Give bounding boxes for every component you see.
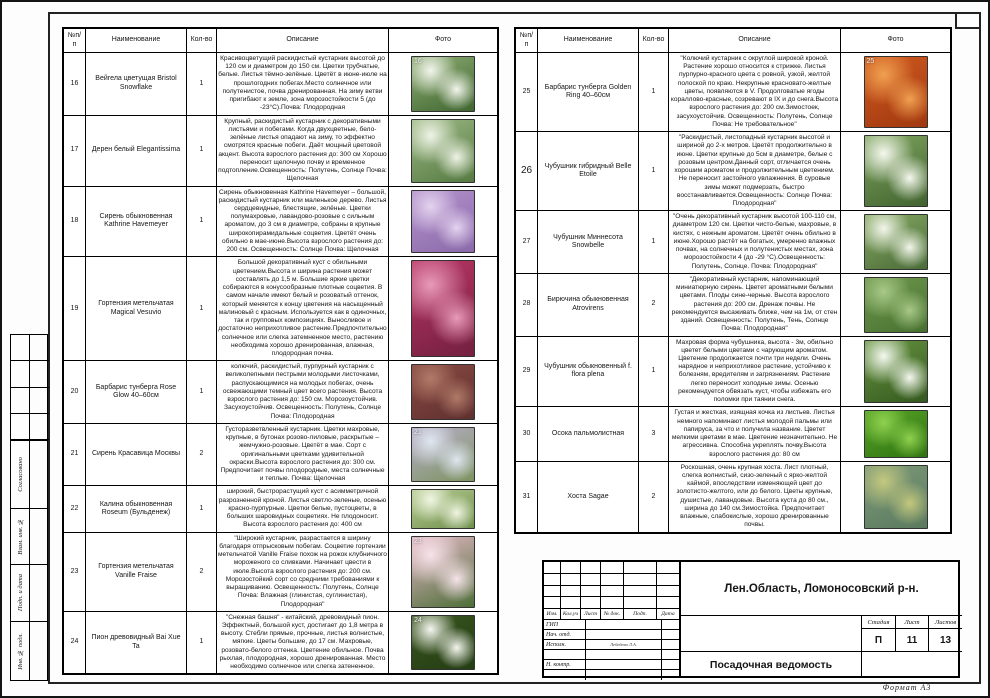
empty-cell (561, 586, 581, 598)
plant-qty: 1 (639, 132, 669, 211)
row-number: 17 (64, 116, 86, 187)
header-num: №п/п (64, 29, 86, 53)
title-block-signatures (544, 562, 681, 676)
photo-cell (389, 187, 497, 258)
stamp-label-inv-podl: Инв. № подл. (11, 622, 30, 680)
plant-photo (411, 364, 475, 420)
sign-header-list: Лист (581, 609, 601, 620)
empty-cell (657, 562, 679, 574)
empty-cell (30, 388, 49, 414)
header-num: №п/п (516, 29, 538, 53)
plant-name: Барбарис тунберга Rose Glow 40–60см (86, 361, 187, 424)
empty-cell (657, 597, 679, 609)
stamp-value-cell (30, 441, 47, 508)
table-row (516, 211, 950, 274)
role-label (544, 650, 586, 660)
photo-cell (389, 361, 497, 424)
plant-qty: 1 (187, 53, 217, 116)
empty-cell (601, 586, 624, 598)
stage-values-row (862, 629, 962, 652)
title-block-main (681, 562, 962, 676)
header-desc: Описание (217, 29, 389, 53)
signature-row (544, 620, 679, 630)
row-number: 19 (64, 257, 86, 361)
table-row (64, 53, 497, 116)
plant-photo (864, 465, 928, 529)
title-block-bottom (681, 652, 962, 678)
plant-photo (411, 119, 475, 183)
plant-name: Чубушник гибридный Belle Etoile (538, 132, 639, 211)
plant-qty: 1 (639, 337, 669, 408)
date-cell (662, 630, 679, 640)
empty-cell (624, 586, 657, 598)
plant-name: Хоста Sagae (538, 462, 639, 532)
empty-cell (581, 574, 601, 586)
plant-photo (411, 427, 475, 483)
empty-cell (624, 574, 657, 586)
signature-minigrid (544, 562, 679, 609)
photo-cell (389, 424, 497, 487)
signature-row (544, 660, 679, 670)
photo-number-label: 23 (414, 537, 422, 545)
plant-name: Гортензия метельчатая Vanille Fraise (86, 533, 187, 612)
header-photo: Фото (389, 29, 497, 53)
empty-cell (11, 414, 30, 440)
signature-name (586, 630, 662, 640)
row-number: 23 (64, 533, 86, 612)
side-stamp-grid (10, 334, 48, 440)
table-row (516, 274, 950, 337)
row-number: 20 (64, 361, 86, 424)
role-label: Исполн. (544, 640, 586, 650)
plant-photo (864, 135, 928, 207)
plant-description: "Широкий кустарник, разрастается в ширину благодаря отпрысковым побегам. Соцветие гортензии метельчатой Vanille Fraise похож на рожок клубничного мороженого со сливками. Начинает цвести в июле.Высота взрослого растения до: 200 см. Морозостойкий сорт со средними требованиями к выращиванию. Освещенность: Полутень, Солнце Почва: Влажная (глинистая, суглинистая), Плодородная" (217, 533, 389, 612)
empty-cell (624, 597, 657, 609)
plant-qty: 1 (187, 257, 217, 361)
planting-table-right (514, 27, 952, 534)
row-number: 21 (64, 424, 86, 487)
plant-name: Сирень Красавица Москвы (86, 424, 187, 487)
stamp-value-cell (30, 622, 47, 680)
empty-cell (11, 361, 30, 387)
row-number: 26 (516, 132, 538, 211)
sign-header-koluch: Кол.уч (561, 609, 581, 620)
plant-qty: 1 (187, 116, 217, 187)
role-label: Нач. отд. (544, 630, 586, 640)
table-row (64, 612, 497, 674)
empty-cell (657, 574, 679, 586)
planting-table-left (62, 27, 499, 675)
row-number: 24 (64, 612, 86, 674)
empty-cell (601, 597, 624, 609)
table-row (64, 257, 497, 361)
title-block-middle (681, 616, 962, 652)
plant-description: Крупный, раскидистый кустарник с декоративными листьями и побегами. Когда двухцветные, бело-зелёные листья опадают на зиму, то эффектно смотрятся красные побеги. Даёт мощный цветовой акцент. Высота взрослого растения до: 300 см Хорошо переносит щелочную почву и временное подтопление.Освещенность: Полутень, Солнце Почва: Щелочная (217, 116, 389, 187)
table-header (64, 29, 497, 53)
table-row (516, 132, 950, 211)
plant-qty: 2 (639, 462, 669, 532)
plant-description: "Раскидистый, листопадный кустарник высотой и шириной до 2-х метров. Цветёт продолжительно в июне. Цветки крупные до 5см в диаметре, белые с розовым центром.Данный сорт, отличается очень хорошим ароматом и продолжительным цветением. Не переносит застойного увлажнения. В суровые зимы может подмерзать, быстро восстанавливается.Освещенность: Солнце Почва: Плодородная" (669, 132, 841, 211)
plant-description: Большой декоративный куст с обильными цветением.Высота и ширина растения может составлять до 1,5 м. Большие яркие цветки собираются в конусообразные плотные соцветия. В самом начале имеют белый и розоватый оттенок, который меняется к концу цветения на насыщенный малиновый с красным. Используется как в одиночных, так и групповых композициях. Выносливое и достаточно неприхотливое растение.Предпочтительно солнечное или слегка затемненное место, растению необходима хорошо дренированная, влажная, плодородная почва. (217, 257, 389, 361)
photo-number-label: 25 (866, 58, 875, 65)
plant-description: Роскошная, очень крупная хоста. Лист плотный, слегка волнистый, сизо-зеленый с ярко-желтой каймой, впоследствии изменяющей цвет до золотисто-желтого, или до белого. Цветы крупные, душистые, лавандовые. Высота куста до 80 см., ширина до 140 см.Зимостойка. Предпочитает влажные, слабокислые, хорошо дренированные почвы. (669, 462, 841, 532)
photo-cell (389, 116, 497, 187)
row-number: 29 (516, 337, 538, 408)
empty-cell (601, 562, 624, 574)
plant-name: Сирень обыкновенная Kathrine Havemeyer (86, 187, 187, 258)
plant-description: Сирень обыкновенная Kathrine Havemeyer – большой, раскидистый кустарник или маленькое дерево. Листья сердцевидные, блестящие, зелёные. Цветки полумахровые, лавандово-розовые с сильным ароматом, до 3 см в диаметре, собраны в крупные широкопирамидальные соцветия. Цветёт очень обильно в мае-июне.Высота взрослого растения до: 200 см. Освещенность: Солнце Почва: Щелочная (217, 187, 389, 258)
role-label: ГИП (544, 620, 586, 630)
photo-cell (841, 407, 950, 461)
format-label: Формат А3 (882, 683, 932, 692)
empty-cell (544, 574, 561, 586)
row-number: 18 (64, 187, 86, 258)
signature-name (586, 650, 662, 660)
plant-description: "Декоративный кустарник, напоминающий миниатюрную сирень. Цветет ароматными белыми цветами. Плоды сине-черные. Высота взрослого растения до: 200 см. Дренаж почвы. Не рекомендуется высаживать ближе, чем на 1м, от стен зданий. Освещенность: Полутень, Тень, Солнце Почва: Плодородная" (669, 274, 841, 337)
signature-name (586, 620, 662, 630)
photo-number-label: 21 (414, 428, 422, 436)
plant-photo (411, 190, 475, 254)
plant-photo (411, 260, 475, 357)
table-body-right (516, 53, 950, 532)
photo-cell (841, 53, 950, 132)
sheet-number: 11 (896, 629, 929, 652)
photo-cell (389, 533, 497, 612)
signature-row (544, 640, 679, 650)
header-desc: Описание (669, 29, 841, 53)
empty-cell (581, 562, 601, 574)
table-row (64, 361, 497, 424)
plant-qty: 1 (639, 53, 669, 132)
photo-number-label: 16 (414, 58, 422, 65)
stamp-section-podp-data (10, 564, 48, 621)
stamp-section-vzam-inv (10, 508, 48, 564)
photo-cell (841, 211, 950, 274)
photo-cell (841, 274, 950, 337)
stamp-value-cell (30, 509, 47, 564)
signature-name (586, 670, 662, 680)
plant-photo (864, 214, 928, 270)
plant-photo (864, 56, 928, 128)
empty-cell (30, 335, 49, 361)
photo-cell (389, 53, 497, 116)
plant-description: "Очень декоративный кустарник высотой 100-110 см, диаметром 120 см. Цветки чисто-белые, махровые, в кистях, с нежным ароматом. Цветёт очень обильно в июне.Хорошо растёт на богатых, умеренно влажных почвах, на солнечных и полутенистых местах, зона морозостойкости 4 (до -29 °C).Освещенность: Полутень, Солнце. Почва: Плодородная" (669, 211, 841, 274)
plant-qty: 2 (639, 274, 669, 337)
row-number: 28 (516, 274, 538, 337)
plant-qty: 2 (187, 424, 217, 487)
signature-row (544, 630, 679, 640)
empty-cell (561, 597, 581, 609)
plant-name: Осока пальмолистная (538, 407, 639, 461)
title-block (542, 560, 960, 678)
plant-qty: 1 (187, 361, 217, 424)
date-cell (662, 620, 679, 630)
stage-table (862, 616, 962, 651)
table-row (516, 337, 950, 408)
empty-cell (11, 335, 30, 361)
plant-photo (411, 615, 475, 671)
date-cell (662, 670, 679, 680)
table-row (516, 53, 950, 132)
photo-cell (841, 462, 950, 532)
plant-photo (411, 536, 475, 608)
stamp-section-soglasovano (10, 440, 48, 508)
plant-description: Красивоцветущий раскидистый кустарник высотой до 120 см и диаметром до 150 см. Цветки трубчатые, белые. Листья тёмно-зелёные. Цветёт в июне-июле на прошлогодних побегах.Место солнечное или полутенистое, почва дренированная. На зиму ветви пригибают к земле, зона морозостойкости 5 (до -23°C).Почва: Плодородная (217, 53, 389, 116)
table-row (516, 462, 950, 532)
header-name: Наименование (538, 29, 639, 53)
document-code-cell (681, 616, 862, 651)
plant-qty: 1 (187, 187, 217, 258)
plant-description: колючий, раскидистый, пурпурный кустарник с великолепными пестрыми молодыми листочками, распускающимися на молодых побегах, очень освежающими темный цвет всего растения. Высота взрослого растения до: 150 см. Морозоустойчив. Засухоустойчив. Освещенность: Полутень, Солнце Почва: Плодородная (217, 361, 389, 424)
empty-cell (624, 562, 657, 574)
plant-qty: 3 (639, 407, 669, 461)
plant-name: Бирючина обыкновенная Atrovirens (538, 274, 639, 337)
plant-name: Вейгела цветущая Bristol Snowflake (86, 53, 187, 116)
signature-row (544, 670, 679, 680)
plant-qty: 1 (639, 211, 669, 274)
table-row (64, 187, 497, 258)
signature-name: Лебедева Л.А. (586, 640, 662, 650)
plant-name: Пион древовидный Bai Xue Ta (86, 612, 187, 674)
document-title: Посадочная ведомость (681, 652, 862, 678)
sign-header-podp: Подп. (624, 609, 657, 620)
plant-description: Густоразветвленный кустарник. Цветки махровые, крупные, в бутонах розово-лиловые, раскрытые – жемчужно-розовые. Цветёт в мае. Сорт с оригинальными цветками удивительной окраски.Высота взрослого растения до: 300 см. Предпочитает почвы плодородные, места солнечные и теплые. Почва: Щелочная (217, 424, 389, 487)
empty-cell (601, 574, 624, 586)
role-label: Н. контр. (544, 660, 586, 670)
row-number: 16 (64, 53, 86, 116)
plant-description: Махровая форма чубушника, высота - 3м, обильно цветет белыми цветами с чарующим ароматом. Цветение продолжается почти три недели. Очень нарядное и неприхотливое растение, устойчиво к болезням, вредителям и загрязнениям. Растение легко переносит холодные зимы. Осенью рекомендуется обвязать куст, чтобы избежать его поломки при таянии снега. (669, 337, 841, 408)
plant-name: Чубушник обыкновенный f. flora plena (538, 337, 639, 408)
photo-cell (841, 132, 950, 211)
role-label (544, 670, 586, 680)
role-rows (544, 620, 679, 680)
plant-name: Чубушник Миннесота Snowbelle (538, 211, 639, 274)
empty-cell (561, 574, 581, 586)
plant-photo (411, 489, 475, 528)
row-number: 22 (64, 486, 86, 532)
header-name: Наименование (86, 29, 187, 53)
signature-header-row (544, 609, 679, 620)
table-body-left (64, 53, 497, 673)
plant-description: "Снежная башня" - китайский, древовидный пион. Эффектный, большой куст, достигает до 1,8 метра в высоту. Стебли прямые, прочные, листья волнистые, мягкие. Цветы большие, до 17 см. Махровые, розовато-белого оттенка. Цветение обильное. Почва рыхлая, плодородная, хорошо дренированная. Место необходимо солнечное или слегка затененное. (217, 612, 389, 674)
stage-header-row (862, 616, 962, 629)
frame-corner-box (955, 12, 981, 29)
row-number: 31 (516, 462, 538, 532)
plant-photo (864, 340, 928, 404)
sheet-header: Лист (896, 616, 929, 628)
plant-name: Дерен белый Elegantissima (86, 116, 187, 187)
photo-number-label: 24 (414, 616, 422, 624)
table-row (64, 533, 497, 612)
header-qty: Кол-во (639, 29, 669, 53)
organization-cell (862, 652, 962, 678)
photo-cell (389, 612, 497, 674)
signature-name (586, 660, 662, 670)
empty-cell (561, 562, 581, 574)
header-qty: Кол-во (187, 29, 217, 53)
plant-description: Густая и жесткая, изящная кочка из листьев. Листья немного напоминают листья молодой пальмы или папируса, за что и получила название. Цветет мелкими цветами в мае. Цветение незначительно. Не агрессивна. Способна укреплять почву.Высота взрослого растения до: 80 см (669, 407, 841, 461)
plant-name: Гортензия метельчатая Magical Vesuvio (86, 257, 187, 361)
project-location: Лен.Область, Ломоносовский р-н. (681, 562, 962, 616)
empty-cell (11, 388, 30, 414)
empty-cell (30, 361, 49, 387)
stamp-section-inv-podl (10, 621, 48, 681)
plant-description: широкий, быстрорастущий куст с асимметричной разрозненной кроной. Листья светло-зеленые, осенью красно-пурпурные. Цветки белые, пустоцветы, в больших шаровидных соцветиях. Не плодоносит. Высота взрослого растения до: 400 см (217, 486, 389, 532)
stamp-value-cell (30, 565, 47, 621)
empty-cell (657, 586, 679, 598)
date-cell (662, 650, 679, 660)
signature-row (544, 650, 679, 660)
empty-cell (544, 562, 561, 574)
table-header (516, 29, 950, 53)
sheets-total: 13 (939, 635, 952, 646)
plant-description: "Колючий кустарник с округлой широкой кроной. Растение хорошо относится к стрижке. Листья пурпурно-красного цвета с ровной, узкой, желтой полоской по краю. Некрупные красновато-желтые цветы, появляются в V. Продолговатые ягоды кораллово-красные, созревают в IX и до снега.Высота взрослого растения до: 200 см.Зимостоек, засухоустойчив. Освещенность: Полутень, Солнце Почва: Не требовательное" (669, 53, 841, 132)
empty-cell (30, 414, 49, 440)
row-number: 30 (516, 407, 538, 461)
empty-cell (581, 597, 601, 609)
sign-header-izm: Изм. (544, 609, 561, 620)
sheets-header: Листов (934, 618, 957, 626)
side-stamp (10, 334, 48, 687)
plant-qty: 2 (187, 533, 217, 612)
photo-cell (389, 486, 497, 532)
row-number: 25 (516, 53, 538, 132)
plant-name: Барбарис тунберга Golden Ring 40–60см (538, 53, 639, 132)
plant-photo (864, 277, 928, 333)
sign-header-data: Дата (657, 609, 679, 620)
date-cell (662, 660, 679, 670)
date-cell (662, 640, 679, 650)
row-number: 27 (516, 211, 538, 274)
sign-header-ndok: № док. (601, 609, 624, 620)
plant-qty: 1 (187, 486, 217, 532)
photo-cell (841, 337, 950, 408)
stage-header: Стадия (862, 616, 896, 628)
stamp-label-vzam-inv: Взам. инв. № (11, 509, 30, 564)
plant-photo (864, 410, 928, 457)
stage-value: П (862, 629, 896, 652)
photo-cell (389, 257, 497, 361)
table-row (64, 486, 497, 532)
table-row (64, 424, 497, 487)
stamp-label-soglasovano: Согласовано (11, 441, 30, 508)
plant-photo (411, 56, 475, 112)
table-row (516, 407, 950, 461)
table-row (64, 116, 497, 187)
stamp-label-podp-data: Подп. и дата (11, 565, 30, 621)
plant-name: Калина обыкновенная Roseum (Бульденеж) (86, 486, 187, 532)
empty-cell (544, 597, 561, 609)
header-photo: Фото (841, 29, 950, 53)
empty-cell (544, 586, 561, 598)
plant-qty: 1 (187, 612, 217, 674)
empty-cell (581, 586, 601, 598)
